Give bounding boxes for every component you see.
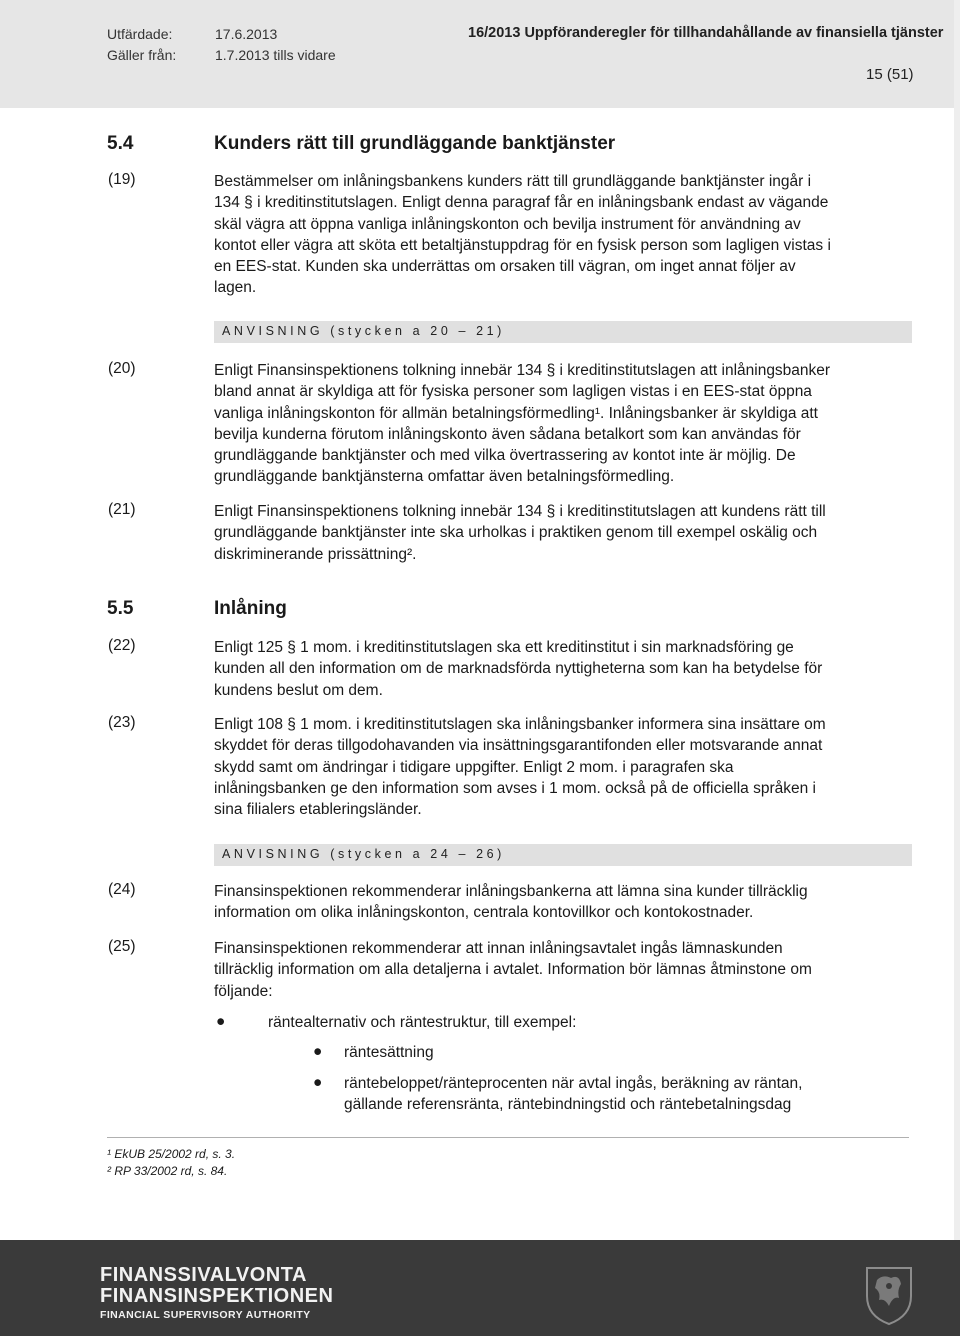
text-line: inlåningsbanken ge den information som avses i 1 mom. också på de officiella språken i	[214, 779, 816, 797]
text-line: Enligt Finansinspektionens tolkning innebär 134 § i kreditinstitutslagen att kundens rätt till	[214, 503, 826, 520]
paragraph-19	[214, 171, 904, 299]
text-line: räntebeloppet/ränteprocenten när avtal ingås, beräkning av räntan,	[344, 1075, 803, 1092]
text-line: en EES-stat. Kunden ska underrättas om orsaken till vägran, om inget annat följer av	[214, 258, 796, 276]
lion-crest-icon	[853, 1256, 925, 1328]
paragraph-number: (21)	[108, 501, 136, 518]
text-line: diskriminerande prissättning².	[214, 545, 417, 563]
paragraph-number: (23)	[108, 714, 136, 731]
valid-label: Gäller från:	[107, 47, 177, 63]
text-line: tillräcklig information om alla detaljerna i avtalet. Information bör lämnas åtminstone om	[214, 961, 812, 979]
footnote-2: ² RP 33/2002 rd, s. 84.	[107, 1164, 228, 1178]
section-number: 5.5	[107, 598, 134, 619]
text-line: vanliga inlåningskonton för allmän betalningsförmedling¹. Inlåningsbanker är skyldiga att	[214, 404, 818, 422]
paragraph-22	[214, 637, 904, 701]
logo-text-finnish: FINANSSIVALVONTA	[100, 1264, 307, 1286]
text-line: kunden all den information om de marknadsförda nyttigheterna som kan ha betydelse för	[214, 660, 823, 678]
page-edge	[954, 0, 960, 1336]
text-line: grundläggande banktjänster inte ska urholkas i praktiken genom till exempel oskälig och	[214, 524, 818, 542]
text-line: lagen.	[214, 279, 257, 297]
text-line: Enligt Finansinspektionens tolkning innebär 134 § i kreditinstitutslagen att inlåningsbanker	[214, 362, 831, 379]
text-line: sina filialers etableringsländer.	[214, 801, 422, 819]
bullet-item: räntesättning	[344, 1044, 434, 1061]
paragraph-number: (19)	[108, 171, 136, 188]
paragraph-20	[214, 360, 904, 488]
text-line: kundens beslut om dem.	[214, 681, 383, 699]
text-line: skäl vägra att öppna vanliga inlåningskonton och bevilja instrument för användning av	[214, 215, 801, 233]
text-line: grundläggande banktjänster och med vilka övertrassering av kontot inte är möjlig. De	[214, 447, 796, 465]
text-line: Enligt 125 § 1 mom. i kreditinstitutslagen ska ett kreditinstitut i sin marknadsföring ge	[214, 639, 794, 656]
paragraph-number: (20)	[108, 360, 136, 377]
bullet-item	[344, 1073, 802, 1116]
text-line: Finansinspektionen rekommenderar att innan inlåningsavtalet ingås lämnaskunden	[214, 940, 783, 957]
paragraph-23	[214, 714, 904, 820]
bullet-icon: ●	[313, 1043, 323, 1060]
text-line: 134 § i kreditinstitutslagen. Enligt denna paragraf får en inlåningsbank endast av vägande	[214, 194, 829, 212]
paragraph-25	[214, 938, 904, 1002]
footer-band	[0, 1240, 960, 1336]
bullet-item: räntealternativ och räntestruktur, till exempel:	[268, 1014, 577, 1031]
guidance-heading: ANVISNING (stycken a 24 – 26)	[222, 847, 505, 861]
section-title: Kunders rätt till grundläggande banktjänster	[214, 133, 616, 154]
section-title: Inlåning	[214, 598, 287, 619]
text-line: bland annat är skyldiga att för fysiska personer som lagligen vistas i en EES-stat öppna	[214, 383, 812, 401]
issued-date: 17.6.2013	[215, 26, 278, 42]
guidance-heading: ANVISNING (stycken a 20 – 21)	[222, 324, 505, 338]
bullet-icon: ●	[216, 1013, 226, 1030]
section-number: 5.4	[107, 133, 134, 154]
document-title: 16/2013 Uppföranderegler för tillhandahållande av finansiella tjänster	[468, 25, 944, 41]
text-line: Enligt 108 § 1 mom. i kreditinstitutslagen ska inlåningsbanker informera sina insättare om	[214, 716, 826, 733]
paragraph-24	[214, 881, 904, 924]
paragraph-number: (25)	[108, 938, 136, 955]
valid-date: 1.7.2013 tills vidare	[215, 47, 336, 63]
text-line: bevilja kunderna förutom inlåningskonto även sådana betalkort som kan användas för	[214, 425, 801, 443]
logo-text-swedish: FINANSINSPEKTIONEN	[100, 1285, 334, 1307]
paragraph-number: (22)	[108, 637, 136, 654]
text-line: skydd samt om ändringar i tidigare uppgifter. Enligt 2 mom. i paragrafen ska	[214, 758, 734, 776]
footnote-1: ¹ EkUB 25/2002 rd, s. 3.	[107, 1147, 236, 1161]
page-number: 15 (51)	[866, 66, 914, 83]
text-line: gällande referensränta, räntebindningstid och räntebetalningsdag	[344, 1096, 792, 1114]
guidance-bar	[214, 321, 912, 343]
guidance-bar	[214, 844, 912, 866]
text-line: information om olika inlåningskonton, centrala kontovillkor och kontokostnader.	[214, 904, 754, 922]
text-line: följande:	[214, 982, 273, 1000]
text-line: kontot eller vägra att sköta ett betaltjänstuppdrag för en fysisk person som lagligen vistas i	[214, 236, 831, 254]
text-line: Bestämmelser om inlåningsbankens kunders rätt till grundläggande banktjänster ingår i	[214, 173, 812, 190]
text-line: skyddet för deras tillgodohavanden via insättningsgarantifonden eller motsvarande annat	[214, 737, 823, 755]
footnote-divider	[107, 1137, 909, 1138]
bullet-icon: ●	[313, 1074, 323, 1091]
text-line: grundläggande banktjänsterna omfattar även betalningsförmedling.	[214, 468, 675, 486]
paragraph-number: (24)	[108, 881, 136, 898]
text-line: Finansinspektionen rekommenderar inlåningsbankerna att lämna sina kunder tillräcklig	[214, 883, 808, 900]
issued-label: Utfärdade:	[107, 26, 173, 42]
logo-text-english: FINANCIAL SUPERVISORY AUTHORITY	[100, 1309, 311, 1321]
paragraph-21	[214, 501, 904, 565]
